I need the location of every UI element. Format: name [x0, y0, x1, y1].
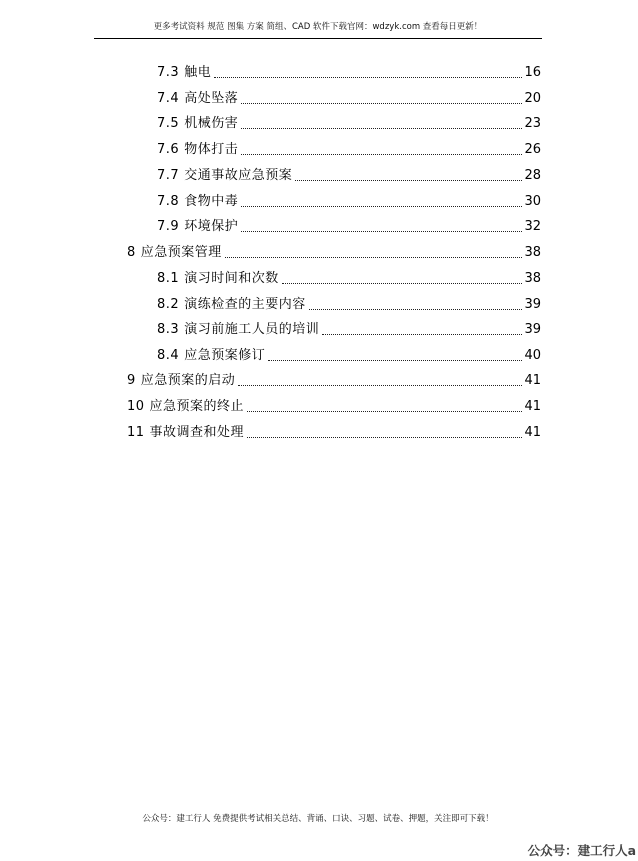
toc-entry-number: 7.7 [157, 168, 180, 183]
toc-entry[interactable] [0, 111, 541, 133]
toc-dot-leader [241, 154, 522, 155]
toc-dot-leader [282, 283, 523, 284]
toc-entry[interactable] [0, 86, 541, 108]
toc-entry-number: 9 [127, 373, 136, 388]
toc-dot-leader [241, 103, 522, 104]
toc-dot-leader [214, 77, 522, 78]
toc-entry-number: 7.4 [157, 91, 180, 106]
toc-entry[interactable] [0, 317, 541, 339]
toc-entry-page: 39 [524, 322, 541, 337]
toc-entry-number: 8 [127, 245, 136, 260]
toc-entry-title: 环境保护 [184, 219, 239, 234]
toc-entry[interactable] [0, 368, 541, 390]
toc-dot-leader [241, 206, 522, 207]
toc-dot-leader [247, 437, 522, 438]
toc-entry-number: 8.4 [157, 348, 180, 363]
toc-entry-page: 41 [524, 399, 541, 414]
toc-entry[interactable] [0, 394, 541, 416]
toc-entry-number: 8.2 [157, 297, 180, 312]
toc-entry-page: 41 [524, 425, 541, 440]
toc-entry-title: 应急预案的终止 [149, 399, 245, 414]
toc-entry-title: 应急预案修订 [184, 348, 266, 363]
toc-entry-number: 8.3 [157, 322, 180, 337]
toc-entry-title: 演习前施工人员的培训 [184, 322, 320, 337]
toc-entry-page: 20 [524, 91, 541, 106]
toc-entry-page: 28 [524, 168, 541, 183]
toc-entry-page: 41 [524, 373, 541, 388]
toc-entry-number: 7.5 [157, 116, 180, 131]
toc-entry[interactable] [0, 266, 541, 288]
toc-dot-leader [241, 231, 522, 232]
toc-entry[interactable] [0, 214, 541, 236]
toc-entry-title: 应急预案管理 [140, 245, 222, 260]
toc-entry-title: 高处坠落 [184, 91, 239, 106]
toc-entry[interactable] [0, 163, 541, 185]
toc-entry-title: 事故调查和处理 [149, 425, 245, 440]
toc-entry-title: 交通事故应急预案 [184, 168, 293, 183]
toc-entry[interactable] [0, 137, 541, 159]
toc-entry-title: 食物中毒 [184, 194, 239, 209]
toc-entry[interactable] [0, 60, 541, 82]
toc-entry-number: 7.8 [157, 194, 180, 209]
toc-entry-number: 7.3 [157, 65, 180, 80]
toc-dot-leader [238, 385, 522, 386]
toc-entry-title: 演习时间和次数 [184, 271, 279, 286]
toc-entry[interactable] [0, 189, 541, 211]
toc-entry-title: 演练检查的主要内容 [184, 297, 306, 312]
toc-entry-page: 16 [524, 65, 541, 80]
toc-dot-leader [241, 128, 522, 129]
toc-entry-page: 32 [524, 219, 541, 234]
toc-dot-leader [225, 257, 523, 258]
watermark: 公众号：建工行人a [527, 843, 636, 858]
toc-entry-title: 机械伤害 [184, 116, 239, 131]
toc-dot-leader [247, 411, 522, 412]
toc-entry-number: 8.1 [157, 271, 180, 286]
header-divider [94, 38, 542, 39]
toc-entry-page: 23 [524, 116, 541, 131]
toc-entry-number: 11 [127, 425, 145, 440]
toc-entry-page: 38 [524, 245, 541, 260]
toc-entry-page: 40 [524, 348, 541, 363]
toc-entry-number: 10 [127, 399, 145, 414]
toc-entry-page: 30 [524, 194, 541, 209]
toc-entry[interactable] [0, 240, 541, 262]
toc-entry-title: 应急预案的启动 [140, 373, 236, 388]
page-header: 更多考试资料 规范 图集 方案 简组、CAD 软件下载官网：wdzyk.com 查看每日更新！ [153, 22, 483, 32]
toc-dot-leader [295, 180, 522, 181]
toc-dot-leader [268, 360, 522, 361]
toc-entry-page: 26 [524, 142, 541, 157]
toc-entry[interactable] [0, 343, 541, 365]
toc-dot-leader [322, 334, 522, 335]
toc-entry-page: 38 [524, 271, 541, 286]
toc-entry-title: 物体打击 [184, 142, 239, 157]
toc-dot-leader [309, 309, 523, 310]
toc-entry-title: 触电 [184, 65, 212, 80]
toc-entry-number: 7.9 [157, 219, 180, 234]
page-footer: 公众号：建工行人 免费提供考试相关总结、背诵、口诀、习题、试卷、押题，关注即可下载！ [142, 814, 494, 824]
toc-entry[interactable] [0, 292, 541, 314]
toc-entry-number: 7.6 [157, 142, 180, 157]
toc-entry-page: 39 [524, 297, 541, 312]
toc-entry[interactable] [0, 420, 541, 442]
